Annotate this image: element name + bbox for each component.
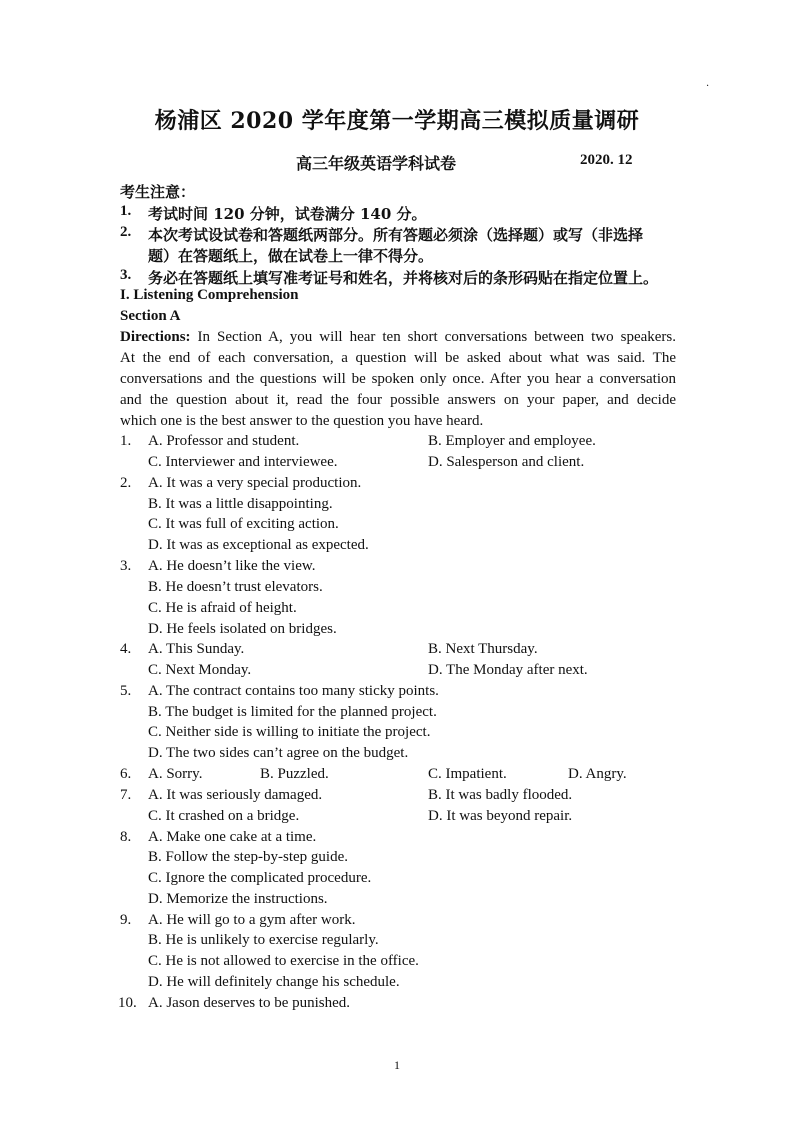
notice-item: 本次考试设试卷和答题纸两部分。所有答题必须涂（选择题）或写（非选择 — [148, 226, 644, 244]
page-title: 杨浦区 2020 学年度第一学期高三模拟质量调研 — [154, 108, 640, 134]
option-c: C. It was full of exciting action. — [148, 516, 339, 532]
notice-heading: 考生注意： — [120, 183, 196, 201]
option-d: D. He will definitely change his schedule. — [148, 974, 400, 990]
option-a: A. The contract contains too many sticky points. — [148, 683, 439, 699]
option-d: D. It was as exceptional as expected. — [148, 537, 369, 553]
option-d: D. The Monday after next. — [428, 662, 588, 678]
option-b: B. It was a little disappointing. — [148, 496, 333, 512]
question-number: 3. — [120, 558, 132, 574]
option-c: C. Ignore the complicated procedure. — [148, 870, 372, 886]
notice-num: 3. — [120, 267, 132, 283]
exam-subtitle: 高三年级英语学科试卷 — [296, 154, 457, 173]
section-heading: Section A — [120, 308, 181, 324]
question-number: 10. — [118, 995, 137, 1011]
directions-label: Directions: — [120, 329, 191, 345]
page-number: 1 — [394, 1058, 400, 1072]
option-d: D. Salesperson and client. — [428, 454, 585, 470]
notice-num: 1. — [120, 203, 132, 219]
directions-line: which one is the best answer to the question you have heard. — [120, 413, 484, 429]
option-d: D. He feels isolated on bridges. — [148, 621, 337, 637]
option-d: D. Angry. — [568, 766, 627, 782]
option-a: A. It was seriously damaged. — [148, 787, 323, 803]
option-b: B. Follow the step-by-step guide. — [148, 849, 348, 865]
notice-item: 考试时间 120 分钟，试卷满分 140 分。 — [148, 205, 427, 223]
option-b: B. The budget is limited for the planned project. — [148, 704, 437, 720]
option-b: B. He doesn’t trust elevators. — [148, 579, 323, 595]
question-number: 4. — [120, 641, 132, 657]
exam-date: 2020. 12 — [580, 152, 633, 168]
option-c: C. Neither side is willing to initiate the project. — [148, 724, 431, 740]
option-b: B. He is unlikely to exercise regularly. — [148, 932, 379, 948]
notice-num: 2. — [120, 224, 132, 240]
option-c: C. He is afraid of height. — [148, 600, 297, 616]
question-number: 7. — [120, 787, 132, 803]
corner-mark: . — [706, 78, 710, 89]
question-number: 6. — [120, 766, 132, 782]
option-d: D. Memorize the instructions. — [148, 891, 328, 907]
option-c: C. Impatient. — [428, 766, 507, 782]
directions-line: and the question about it, read the four possible answers on your paper, and decide — [120, 392, 676, 408]
directions-line: conversations and the questions will be spoken only once. After you hear a conversation — [120, 371, 676, 387]
option-c: C. He is not allowed to exercise in the office. — [148, 953, 419, 969]
option-a: A. Sorry. — [148, 766, 203, 782]
option-a: A. Make one cake at a time. — [148, 829, 317, 845]
question-number: 8. — [120, 829, 132, 845]
option-b: B. Next Thursday. — [428, 641, 538, 657]
question-number: 5. — [120, 683, 132, 699]
option-a: A. This Sunday. — [148, 641, 245, 657]
option-d: D. The two sides can’t agree on the budget. — [148, 745, 409, 761]
option-b: B. Puzzled. — [260, 766, 329, 782]
option-a: A. He will go to a gym after work. — [148, 912, 356, 928]
question-number: 1. — [120, 433, 132, 449]
option-d: D. It was beyond repair. — [428, 808, 573, 824]
option-b: B. It was badly flooded. — [428, 787, 573, 803]
directions-line: Directions: In Section A, you will hear ten short conversations between two speakers. — [120, 329, 676, 345]
question-number: 2. — [120, 475, 132, 491]
option-c: C. Interviewer and interviewee. — [148, 454, 338, 470]
question-number: 9. — [120, 912, 132, 928]
directions-line: At the end of each conversation, a question will be asked about what was said. The — [120, 350, 676, 366]
option-a: A. Professor and student. — [148, 433, 300, 449]
option-c: C. Next Monday. — [148, 662, 252, 678]
option-c: C. It crashed on a bridge. — [148, 808, 300, 824]
notice-item-cont: 题）在答题纸上，做在试卷上一律不得分。 — [148, 247, 434, 265]
part-heading: I. Listening Comprehension — [120, 287, 299, 303]
notice-item: 务必在答题纸上填写准考证号和姓名，并将核对后的条形码贴在指定位置上。 — [148, 269, 659, 287]
option-a: A. It was a very special production. — [148, 475, 362, 491]
option-a: A. He doesn’t like the view. — [148, 558, 316, 574]
option-a: A. Jason deserves to be punished. — [148, 995, 351, 1011]
option-b: B. Employer and employee. — [428, 433, 596, 449]
